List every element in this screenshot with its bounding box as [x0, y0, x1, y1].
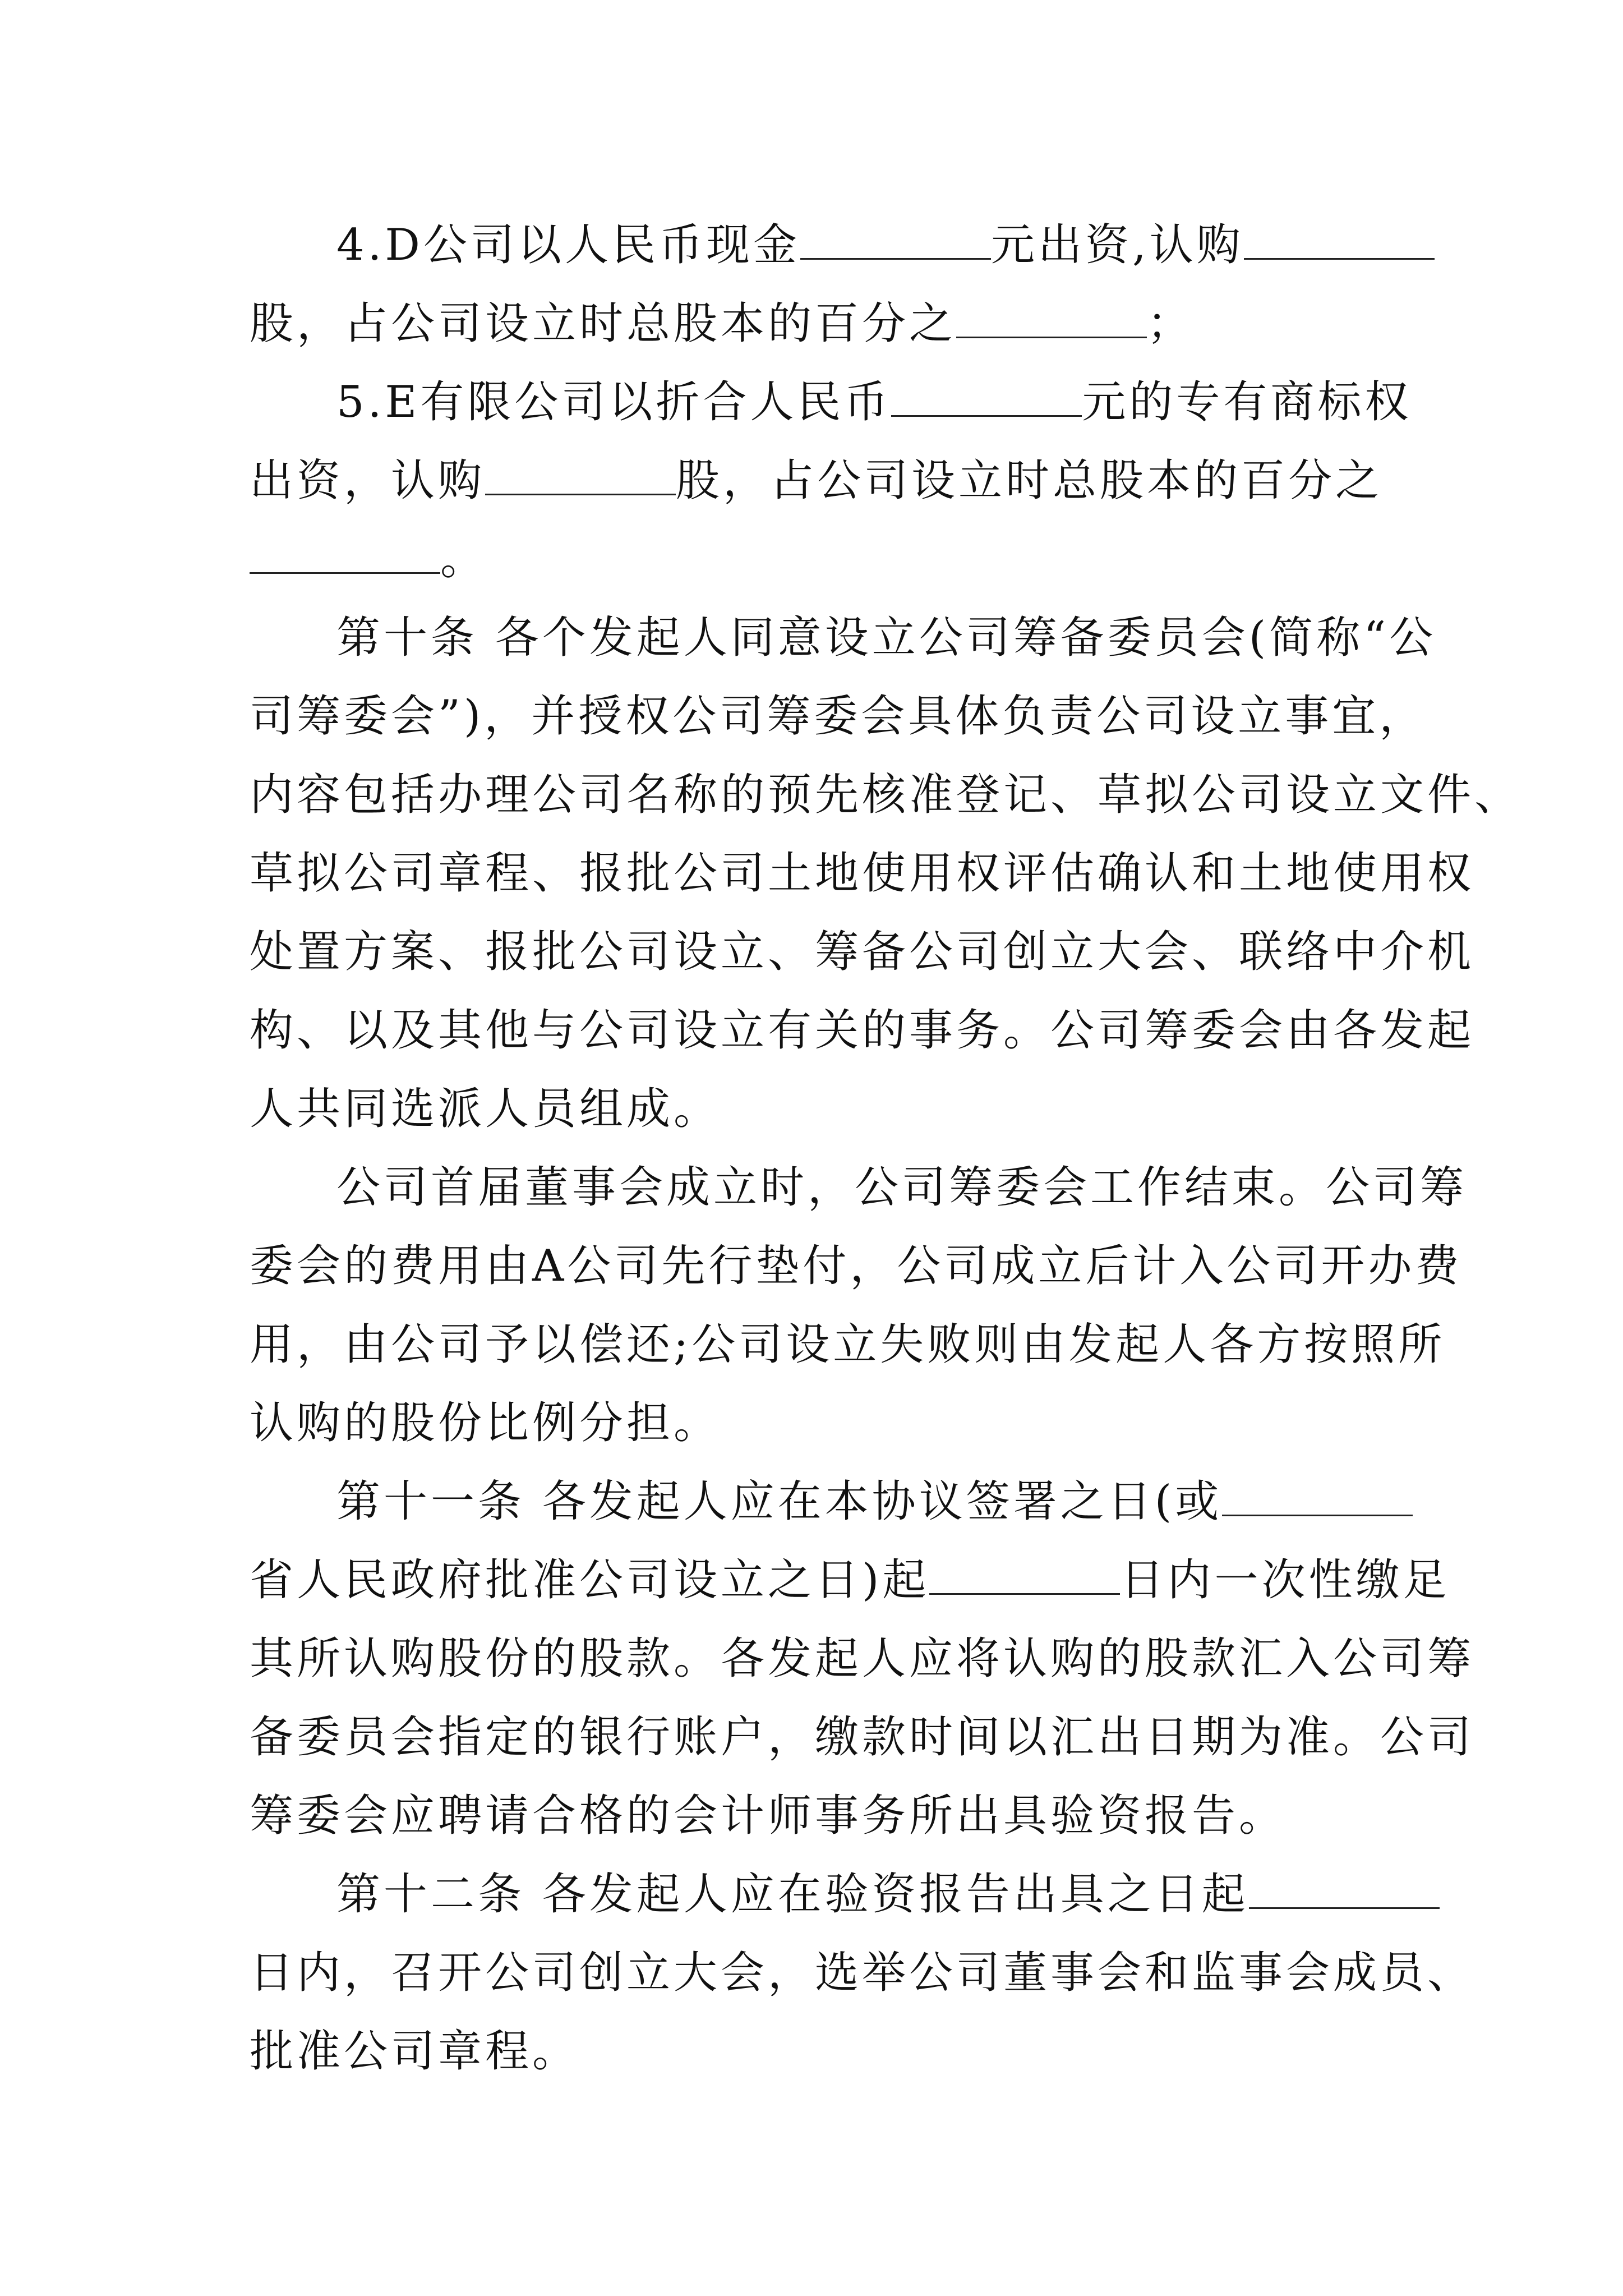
fill-in-blank — [1244, 224, 1435, 260]
text-line — [336, 363, 1412, 441]
fill-in-blank — [250, 539, 440, 574]
fill-in-blank — [800, 224, 991, 260]
article-10-line: 第十条 各个发起人同意设立公司筹备委员会(简称“公 — [336, 613, 1437, 663]
text-segment: 元出资,认购 — [990, 220, 1244, 270]
text-line: 司筹委会”)，并授权公司筹委会具体负责公司设立事宜， — [250, 691, 1427, 742]
text-line: 认购的股份比例分担。 — [250, 1398, 721, 1448]
text-segment: 省人民政府批准公司设立之日)起 — [250, 1555, 930, 1605]
text-line: 草拟公司章程、报批公司土地使用权评估确认和土地使用权 — [250, 848, 1475, 899]
fill-in-blank — [485, 460, 676, 495]
text-line — [250, 441, 1388, 520]
text-line: 筹委会应聘请合格的会计师事务所出具验资报告。 — [250, 1791, 1287, 1841]
text-line: 公司首届董事会成立时，公司筹委会工作结束。公司筹 — [336, 1162, 1468, 1213]
fill-in-blank — [929, 1559, 1120, 1595]
article-11-line — [336, 1462, 1388, 1541]
text-segment: 出资，认购 — [250, 455, 486, 506]
text-line: 用，由公司予以偿还;公司设立失败则由发起人各方按照所 — [250, 1319, 1446, 1370]
text-segment: ； — [1147, 298, 1195, 349]
text-line: 其所认购股份的股款。各发起人应将认购的股款汇入公司筹 — [250, 1634, 1475, 1684]
text-line: 构、以及其他与公司设立有关的事务。公司筹委会由各发起 — [250, 1005, 1475, 1056]
text-line: 处置方案、报批公司设立、筹备公司创立大会、联络中介机 — [250, 927, 1475, 977]
text-segment: 5.E有限公司以折合人民币 — [336, 377, 892, 427]
fill-in-blank — [1222, 1481, 1413, 1516]
text-segment: 元的专有商标权 — [1082, 377, 1412, 427]
text-segment: 股，占公司设立时总股本的百分之 — [676, 455, 1383, 506]
text-segment: 4.D公司以人民币现金 — [336, 220, 800, 270]
text-line — [336, 206, 1388, 284]
text-line: 人共同选派人员组成。 — [250, 1084, 721, 1134]
text-segment: 股，占公司设立时总股本的百分之 — [250, 298, 957, 349]
text-line: 批准公司章程。 — [250, 2026, 580, 2077]
text-line: 内容包括办理公司名称的预先核准登记、草拟公司设立文件、 — [250, 770, 1522, 820]
text-line: 委会的费用由A公司先行垫付，公司成立后计入公司开办费 — [250, 1241, 1463, 1291]
text-segment: 第十二条 各发起人应在验资报告出具之日起 — [336, 1869, 1249, 1920]
text-line — [250, 1541, 1450, 1619]
text-line — [250, 284, 1388, 363]
text-segment: 第十一条 各发起人应在本协议签署之日(或 — [336, 1476, 1223, 1527]
fill-in-blank — [891, 381, 1082, 417]
article-12-line — [336, 1855, 1388, 1934]
text-line: 备委员会指定的银行账户，缴款时间以汇出日期为准。公司 — [250, 1712, 1475, 1763]
fill-in-blank — [956, 303, 1147, 338]
text-segment: 。 — [440, 534, 488, 585]
fill-in-blank — [1249, 1874, 1440, 1909]
text-line — [250, 520, 1388, 599]
text-segment: 日内一次性缴足 — [1120, 1555, 1450, 1605]
text-line: 日内，召开公司创立大会，选举公司董事会和监事会成员、 — [250, 1948, 1475, 1998]
